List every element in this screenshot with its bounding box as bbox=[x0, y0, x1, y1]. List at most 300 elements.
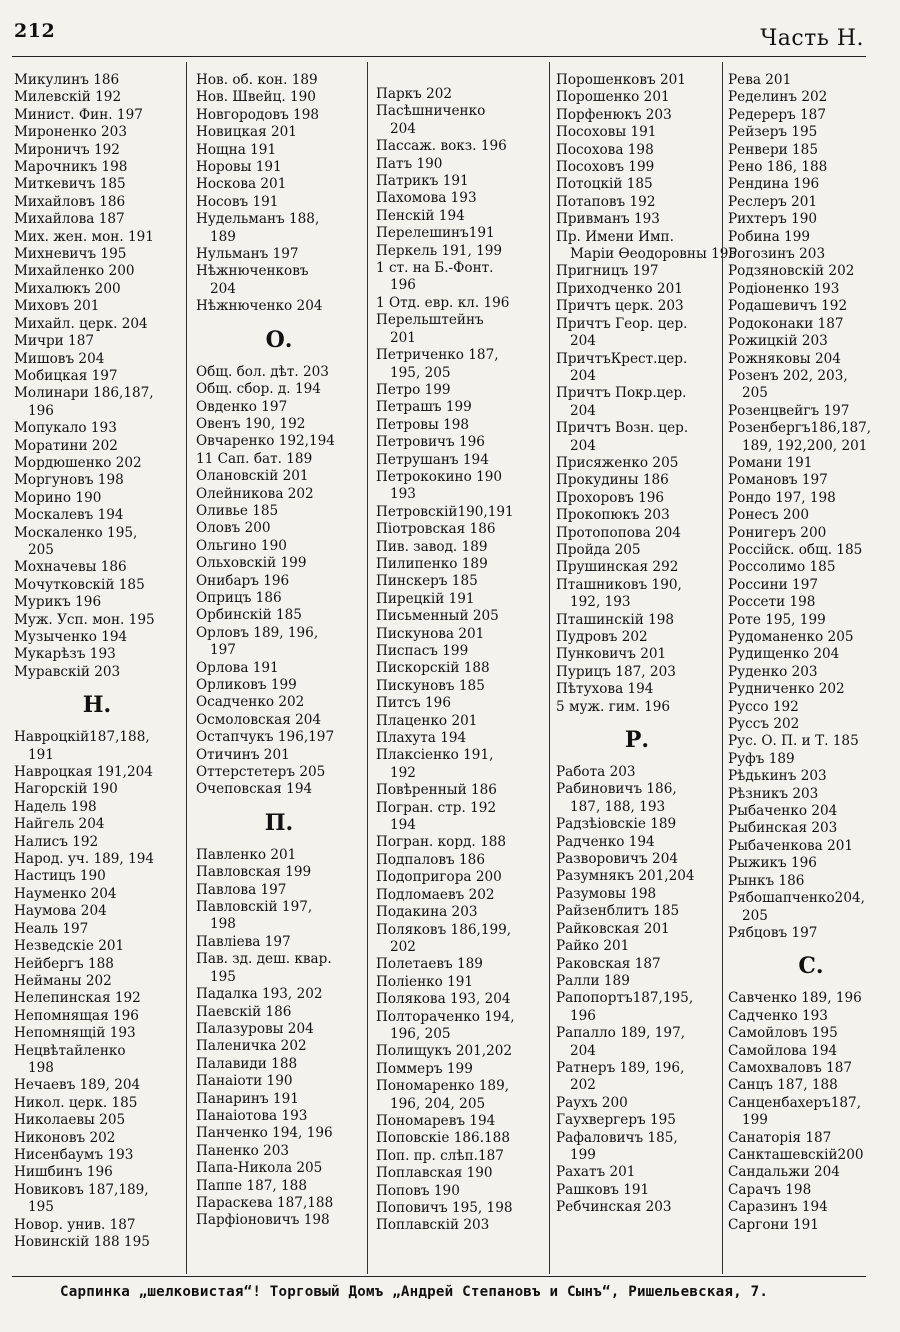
entry-continuation: 191 bbox=[28, 746, 54, 763]
index-entry bbox=[728, 281, 894, 298]
index-entry bbox=[14, 1164, 180, 1181]
index-column-5 bbox=[728, 72, 894, 1234]
index-entry bbox=[728, 1182, 894, 1199]
entry-name: Мироненко 203 bbox=[14, 124, 127, 141]
index-entry bbox=[556, 542, 718, 559]
index-entry bbox=[728, 89, 894, 106]
index-entry bbox=[556, 316, 718, 351]
entry-name: Олановскій 201 bbox=[196, 468, 309, 485]
index-entry bbox=[196, 468, 362, 485]
entry-name: Налисъ 192 bbox=[14, 833, 99, 850]
entry-name: Ольгино 190 bbox=[196, 537, 287, 554]
index-entry bbox=[556, 124, 718, 141]
entry-continuation: 192 bbox=[390, 764, 416, 781]
index-entry bbox=[196, 1178, 362, 1195]
entry-name: Саразинъ 194 bbox=[728, 1199, 828, 1216]
index-entry bbox=[376, 556, 544, 573]
entry-name: Наумова 204 bbox=[14, 903, 107, 920]
index-entry bbox=[728, 194, 894, 211]
index-entry bbox=[556, 490, 718, 507]
index-entry bbox=[556, 973, 718, 990]
entry-name: 1 Отд. евр. кл. 196 bbox=[376, 294, 510, 311]
entry-name: Рудоманенко 205 bbox=[728, 629, 854, 645]
index-entry bbox=[728, 229, 894, 246]
index-entry bbox=[728, 733, 894, 750]
entry-name: Паппе 187, 188 bbox=[196, 1177, 307, 1194]
entry-name: Найгель 204 bbox=[14, 816, 105, 833]
index-entry bbox=[196, 555, 362, 572]
entry-name: Нецвѣтайленко bbox=[14, 1042, 126, 1059]
entry-name: Пискорскій 188 bbox=[376, 660, 490, 677]
section-letter-heading: С. bbox=[798, 953, 824, 980]
entry-name: Самойловъ 195 bbox=[728, 1025, 838, 1042]
index-entry bbox=[14, 385, 180, 420]
index-entry bbox=[14, 368, 180, 385]
index-entry bbox=[196, 694, 362, 711]
index-entry bbox=[196, 1212, 362, 1229]
entry-name: Орликовъ 199 bbox=[196, 677, 297, 693]
entry-name: Новгородовъ 198 bbox=[196, 106, 320, 123]
index-entry bbox=[376, 347, 544, 382]
index-entry bbox=[556, 612, 718, 629]
entry-name: Родіоненко 193 bbox=[728, 280, 840, 297]
index-entry bbox=[14, 420, 180, 437]
entry-name: Носовъ 191 bbox=[196, 193, 279, 210]
index-entry bbox=[556, 851, 718, 868]
index-entry bbox=[556, 1199, 718, 1216]
entry-name: Причтъ Возн. цер. bbox=[556, 420, 689, 437]
entry-name: Рондо 197, 198 bbox=[728, 489, 836, 506]
index-entry bbox=[728, 925, 894, 942]
entry-name: Навроцкій187,188, bbox=[14, 729, 150, 746]
entry-name: Олейникова 202 bbox=[196, 485, 314, 502]
entry-name: Посохова 198 bbox=[556, 141, 654, 158]
index-entry bbox=[376, 660, 544, 677]
entry-name: Причтъ Геор. цер. bbox=[556, 315, 688, 332]
index-entry bbox=[196, 986, 362, 1003]
entry-continuation: 204 bbox=[570, 367, 596, 384]
entry-continuation: 196, 204, 205 bbox=[390, 1095, 486, 1112]
index-entry bbox=[728, 455, 894, 472]
index-entry bbox=[196, 899, 362, 934]
entry-name: Рашковъ 191 bbox=[556, 1181, 650, 1198]
entry-name: Ределинъ 202 bbox=[728, 89, 828, 106]
index-entry bbox=[728, 786, 894, 803]
entry-name: Новицкая 201 bbox=[196, 124, 297, 141]
entry-name: Рыбаченкова 201 bbox=[728, 837, 854, 854]
index-entry bbox=[556, 629, 718, 646]
entry-continuation: 193 bbox=[390, 486, 416, 503]
index-entry bbox=[556, 142, 718, 159]
entry-name: Рапопортъ187,195, bbox=[556, 990, 694, 1007]
index-entry bbox=[14, 490, 180, 507]
entry-name: Санценбахеръ187, bbox=[728, 1094, 862, 1111]
index-entry bbox=[728, 990, 894, 1007]
entry-name: Моргуновъ 198 bbox=[14, 472, 124, 489]
entry-name: Рябошапченко204, bbox=[728, 890, 865, 907]
entry-name: Рожицкій 203 bbox=[728, 333, 828, 350]
entry-name: Михневичъ 195 bbox=[14, 246, 127, 263]
entry-name: Сарачъ 198 bbox=[728, 1181, 812, 1198]
entry-name: Микулинъ 186 bbox=[14, 72, 120, 88]
entry-name: Розенъ 202, 203, bbox=[728, 367, 848, 384]
index-entry bbox=[196, 1073, 362, 1090]
entry-name: Рыжикъ 196 bbox=[728, 855, 817, 872]
index-entry bbox=[196, 764, 362, 781]
index-entry bbox=[556, 1182, 718, 1199]
index-entry bbox=[376, 225, 544, 242]
entry-name: Поліенко 191 bbox=[376, 973, 474, 990]
footer-advertisement: Сарпинка „шелковистая“! Торговый Домъ „Андрей Степановъ и Сынъ“, Ришельевская, 7. bbox=[60, 1284, 769, 1300]
entry-name: Петровскій190,191 bbox=[376, 503, 514, 520]
entry-name: Рендина 196 bbox=[728, 176, 820, 193]
entry-name: Рахатъ 201 bbox=[556, 1164, 636, 1181]
entry-continuation: 205 bbox=[742, 907, 768, 924]
part-title: Часть Н. bbox=[760, 26, 864, 51]
index-entry bbox=[376, 1043, 544, 1060]
index-entry bbox=[376, 1061, 544, 1078]
index-entry bbox=[14, 1043, 180, 1078]
entry-name: Палавиди 188 bbox=[196, 1055, 298, 1072]
entry-name: Подакина 203 bbox=[376, 904, 478, 921]
entry-name: Пискуновъ 185 bbox=[376, 677, 485, 694]
index-entry bbox=[376, 713, 544, 730]
entry-name: Михалюкъ 200 bbox=[14, 280, 121, 297]
entry-name: Оливье 185 bbox=[196, 502, 279, 519]
index-entry bbox=[728, 838, 894, 855]
entry-name: Нѣжнюченковъ bbox=[196, 263, 309, 280]
entry-name: Поляковъ 186,199, bbox=[376, 921, 512, 938]
index-entry bbox=[376, 1200, 544, 1217]
entry-name: Пригницъ 197 bbox=[556, 263, 659, 280]
index-entry bbox=[196, 298, 362, 315]
entry-name: Романовъ 197 bbox=[728, 472, 828, 489]
index-entry bbox=[14, 1077, 180, 1094]
index-entry bbox=[376, 1113, 544, 1130]
index-entry bbox=[196, 246, 362, 263]
entry-name: Мохначевы 186 bbox=[14, 559, 127, 576]
entry-name: Поповскіе 186.188 bbox=[376, 1130, 510, 1147]
entry-name: Разумовы 198 bbox=[556, 885, 657, 902]
index-entry bbox=[728, 768, 894, 785]
index-entry bbox=[14, 176, 180, 193]
entry-continuation: Маріи Ѳеодоровны 195 bbox=[570, 246, 738, 263]
index-entry bbox=[376, 643, 544, 660]
entry-name: Плаксіенко 191, bbox=[376, 747, 494, 764]
index-entry bbox=[556, 420, 718, 455]
index-entry bbox=[14, 664, 180, 681]
index-entry bbox=[376, 887, 544, 904]
index-entry bbox=[376, 417, 544, 434]
entry-name: Садченко 193 bbox=[728, 1007, 828, 1024]
entry-name: Навроцкая 191,204 bbox=[14, 764, 153, 781]
entry-name: Остапчукъ 196,197 bbox=[196, 729, 335, 746]
entry-name: Прокудины 186 bbox=[556, 472, 669, 489]
index-entry bbox=[556, 559, 718, 576]
entry-name: Норовы 191 bbox=[196, 159, 282, 176]
index-entry bbox=[728, 1043, 894, 1060]
entry-continuation: 195, 205 bbox=[390, 364, 451, 381]
entry-name: Сандальжи 204 bbox=[728, 1164, 840, 1181]
index-entry bbox=[14, 1025, 180, 1042]
index-entry bbox=[14, 938, 180, 955]
index-entry bbox=[556, 816, 718, 833]
entry-name: Погран. корд. 188 bbox=[376, 834, 507, 851]
entry-name: Михайл. церк. 204 bbox=[14, 315, 148, 332]
entry-name: Пурицъ 187, 203 bbox=[556, 663, 676, 680]
entry-name: Нов. об. кон. 189 bbox=[196, 72, 318, 88]
index-entry bbox=[376, 747, 544, 782]
entry-name: Петровы 198 bbox=[376, 416, 470, 433]
index-entry bbox=[196, 1056, 362, 1073]
entry-name: Причтъ Покр.цер. bbox=[556, 385, 687, 402]
entry-name: Ронигеръ 200 bbox=[728, 524, 827, 541]
entry-name: Пунковичъ 201 bbox=[556, 646, 667, 663]
index-entry bbox=[14, 333, 180, 350]
entry-name: Роте 195, 199 bbox=[728, 611, 826, 628]
entry-name: Рынкъ 186 bbox=[728, 872, 805, 889]
entry-name: Паленичка 202 bbox=[196, 1038, 307, 1055]
index-entry bbox=[14, 646, 180, 663]
index-entry bbox=[196, 934, 362, 951]
entry-name: Подломаевъ 202 bbox=[376, 886, 495, 903]
index-entry bbox=[728, 873, 894, 890]
index-entry bbox=[556, 1164, 718, 1181]
entry-name: 5 муж. гим. 196 bbox=[556, 698, 671, 715]
entry-name: Рева 201 bbox=[728, 72, 792, 88]
index-entry bbox=[14, 1182, 180, 1217]
index-entry bbox=[556, 868, 718, 885]
entry-name: Петриченко 187, bbox=[376, 347, 499, 364]
index-entry bbox=[14, 246, 180, 263]
index-entry bbox=[196, 1108, 362, 1125]
column-divider bbox=[722, 62, 723, 1274]
entry-name: Неаль 197 bbox=[14, 920, 89, 937]
index-entry bbox=[376, 591, 544, 608]
entry-name: Рус. О. П. и Т. 185 bbox=[728, 733, 859, 750]
entry-name: Петровичъ 196 bbox=[376, 434, 485, 451]
index-entry bbox=[196, 747, 362, 764]
entry-name: Россини 197 bbox=[728, 576, 819, 593]
index-entry bbox=[14, 89, 180, 106]
index-entry bbox=[376, 399, 544, 416]
section-letter-heading: О. bbox=[265, 326, 293, 353]
entry-name: Редереръ 187 bbox=[728, 106, 826, 123]
index-entry bbox=[556, 903, 718, 920]
entry-name: Рѣдькинъ 203 bbox=[728, 768, 827, 785]
entry-name: Рогозинъ 203 bbox=[728, 246, 826, 263]
index-entry bbox=[196, 107, 362, 124]
index-entry bbox=[728, 559, 894, 576]
entry-name: Плахута 194 bbox=[376, 730, 467, 747]
entry-name: Прушинская 292 bbox=[556, 559, 679, 576]
entry-continuation: 198 bbox=[28, 1059, 54, 1076]
entry-name: Руссо 192 bbox=[728, 698, 799, 715]
index-entry bbox=[376, 1183, 544, 1200]
entry-name: Осадченко 202 bbox=[196, 694, 305, 711]
entry-name: Мишовъ 204 bbox=[14, 350, 105, 367]
index-entry bbox=[376, 260, 544, 295]
index-entry bbox=[728, 333, 894, 350]
entry-name: Петро 199 bbox=[376, 381, 451, 398]
entry-continuation: 197 bbox=[210, 642, 236, 659]
entry-name: Панаринъ 191 bbox=[196, 1090, 299, 1107]
index-entry bbox=[556, 89, 718, 106]
entry-name: Россолимо 185 bbox=[728, 559, 836, 576]
entry-name: Разумнякъ 201,204 bbox=[556, 868, 695, 885]
entry-continuation: 204 bbox=[570, 1042, 596, 1059]
index-entry bbox=[376, 974, 544, 991]
index-entry bbox=[14, 868, 180, 885]
entry-name: Россети 198 bbox=[728, 594, 816, 611]
entry-continuation: 199 bbox=[570, 1146, 596, 1163]
index-entry bbox=[196, 520, 362, 537]
index-entry bbox=[14, 1217, 180, 1234]
entry-name: Пройда 205 bbox=[556, 541, 641, 558]
index-entry bbox=[196, 211, 362, 246]
entry-name: Рено 186, 188 bbox=[728, 159, 828, 176]
entry-name: Овчаренко 192,194 bbox=[196, 433, 335, 450]
entry-name: Новиковъ 187,189, bbox=[14, 1181, 149, 1198]
index-entry bbox=[14, 72, 180, 89]
entry-name: Миховъ 201 bbox=[14, 298, 100, 315]
entry-name: Руссъ 202 bbox=[728, 716, 800, 733]
index-entry bbox=[196, 486, 362, 503]
entry-name: Рапалло 189, 197, bbox=[556, 1025, 686, 1042]
entry-name: Надель 198 bbox=[14, 798, 97, 815]
entry-name: Потаповъ 192 bbox=[556, 193, 656, 210]
index-entry bbox=[14, 799, 180, 816]
index-entry bbox=[728, 1130, 894, 1147]
entry-name: Поплавскій 203 bbox=[376, 1217, 490, 1234]
index-entry bbox=[14, 816, 180, 833]
index-entry bbox=[14, 886, 180, 903]
index-entry bbox=[14, 1095, 180, 1112]
entry-name: Мукарѣзъ 193 bbox=[14, 646, 116, 663]
index-entry bbox=[728, 246, 894, 263]
entry-name: Москаленко 195, bbox=[14, 524, 138, 541]
entry-name: Перелешинъ191 bbox=[376, 225, 495, 242]
index-entry bbox=[556, 228, 738, 264]
index-entry bbox=[728, 211, 894, 228]
entry-continuation: 195 bbox=[28, 1199, 54, 1216]
entry-name: Пив. завод. 189 bbox=[376, 538, 488, 555]
index-entry bbox=[728, 1060, 894, 1077]
index-entry bbox=[556, 646, 718, 663]
entry-name: Нов. Швейц. 190 bbox=[196, 89, 316, 106]
entry-name: Райзенблитъ 185 bbox=[556, 903, 680, 920]
index-entry bbox=[196, 625, 362, 660]
index-entry bbox=[14, 594, 180, 611]
entry-name: Носкова 201 bbox=[196, 176, 287, 193]
index-entry bbox=[196, 660, 362, 677]
entry-name: Онибаръ 196 bbox=[196, 572, 290, 589]
entry-name: Подпаловъ 186 bbox=[376, 851, 485, 868]
index-entry bbox=[14, 629, 180, 646]
entry-name: Пассаж. вокз. 196 bbox=[376, 138, 507, 155]
entry-continuation: 196 bbox=[28, 402, 54, 419]
index-entry bbox=[376, 869, 544, 886]
index-entry bbox=[196, 1004, 362, 1021]
index-entry bbox=[196, 951, 362, 986]
entry-name: Пр. Имени Имп. bbox=[556, 228, 674, 245]
entry-name: Панаіотова 193 bbox=[196, 1107, 308, 1124]
index-entry bbox=[556, 664, 718, 681]
entry-name: Розенбергъ186,187, bbox=[728, 420, 872, 437]
entry-name: Павленко 201 bbox=[196, 846, 297, 863]
entry-continuation: 187, 188, 193 bbox=[570, 798, 666, 815]
entry-name: Нощна 191 bbox=[196, 141, 277, 158]
index-entry bbox=[376, 103, 544, 138]
page-number: 212 bbox=[14, 20, 56, 42]
entry-name: Павлова 197 bbox=[196, 881, 287, 898]
index-entry bbox=[556, 990, 718, 1025]
index-entry bbox=[556, 699, 718, 716]
index-entry bbox=[196, 381, 362, 398]
entry-name: Поповичъ 195, 198 bbox=[376, 1200, 513, 1216]
index-entry bbox=[728, 72, 894, 89]
index-entry bbox=[14, 107, 180, 124]
entry-name: Рябцовъ 197 bbox=[728, 924, 818, 941]
entry-name: Палазуровы 204 bbox=[196, 1020, 314, 1037]
entry-name: Марочникъ 198 bbox=[14, 159, 128, 176]
entry-name: Родзяновскій 202 bbox=[728, 263, 855, 280]
index-entry bbox=[196, 538, 362, 555]
entry-name: Руфъ 189 bbox=[728, 750, 795, 767]
entry-name: Непомнящій 193 bbox=[14, 1025, 136, 1042]
entry-name: Нудельманъ 188, bbox=[196, 211, 320, 228]
entry-name: Пав. зд. деш. квар. bbox=[196, 951, 332, 968]
entry-name: Ратнеръ 189, 196, bbox=[556, 1059, 685, 1076]
entry-name: Ренвери 185 bbox=[728, 141, 818, 158]
index-entry bbox=[376, 800, 544, 835]
entry-name: Нечаевъ 189, 204 bbox=[14, 1077, 141, 1094]
entry-name: Порошенковъ 201 bbox=[556, 72, 686, 88]
entry-name: Михайловъ 186 bbox=[14, 193, 126, 210]
entry-name: Рейзеръ 195 bbox=[728, 124, 818, 141]
entry-name: Овденко 197 bbox=[196, 398, 288, 415]
index-entry bbox=[14, 903, 180, 920]
entry-name: Райковская 201 bbox=[556, 920, 670, 937]
entry-name: Посоховъ 199 bbox=[556, 159, 655, 176]
entry-name: Радзѣіовскіе 189 bbox=[556, 816, 677, 833]
entry-name: Николаевы 205 bbox=[14, 1112, 126, 1129]
entry-name: Петрашъ 199 bbox=[376, 399, 472, 416]
index-entry bbox=[556, 1025, 718, 1060]
entry-name: Причтъ церк. 203 bbox=[556, 298, 684, 315]
entry-name: Радченко 194 bbox=[556, 833, 655, 850]
entry-name: Ронесъ 200 bbox=[728, 507, 809, 524]
section-letter-heading: Р. bbox=[624, 727, 650, 754]
entry-name: Нейманы 202 bbox=[14, 972, 112, 989]
entry-name: Разворовичъ 204 bbox=[556, 851, 679, 868]
index-entry bbox=[376, 312, 544, 347]
entry-name: Оловъ 200 bbox=[196, 520, 271, 537]
index-entry bbox=[556, 1060, 718, 1095]
entry-name: Приходченко 201 bbox=[556, 280, 683, 297]
index-entry bbox=[376, 1009, 544, 1044]
index-entry bbox=[376, 730, 544, 747]
index-entry bbox=[556, 577, 718, 612]
index-entry bbox=[376, 904, 544, 921]
index-entry bbox=[196, 864, 362, 881]
entry-name: Мопукало 193 bbox=[14, 420, 117, 437]
entry-name: Моратини 202 bbox=[14, 437, 118, 454]
index-entry bbox=[728, 351, 894, 368]
entry-name: Протопопова 204 bbox=[556, 524, 681, 541]
column-divider bbox=[549, 62, 550, 1274]
index-entry bbox=[196, 72, 362, 89]
